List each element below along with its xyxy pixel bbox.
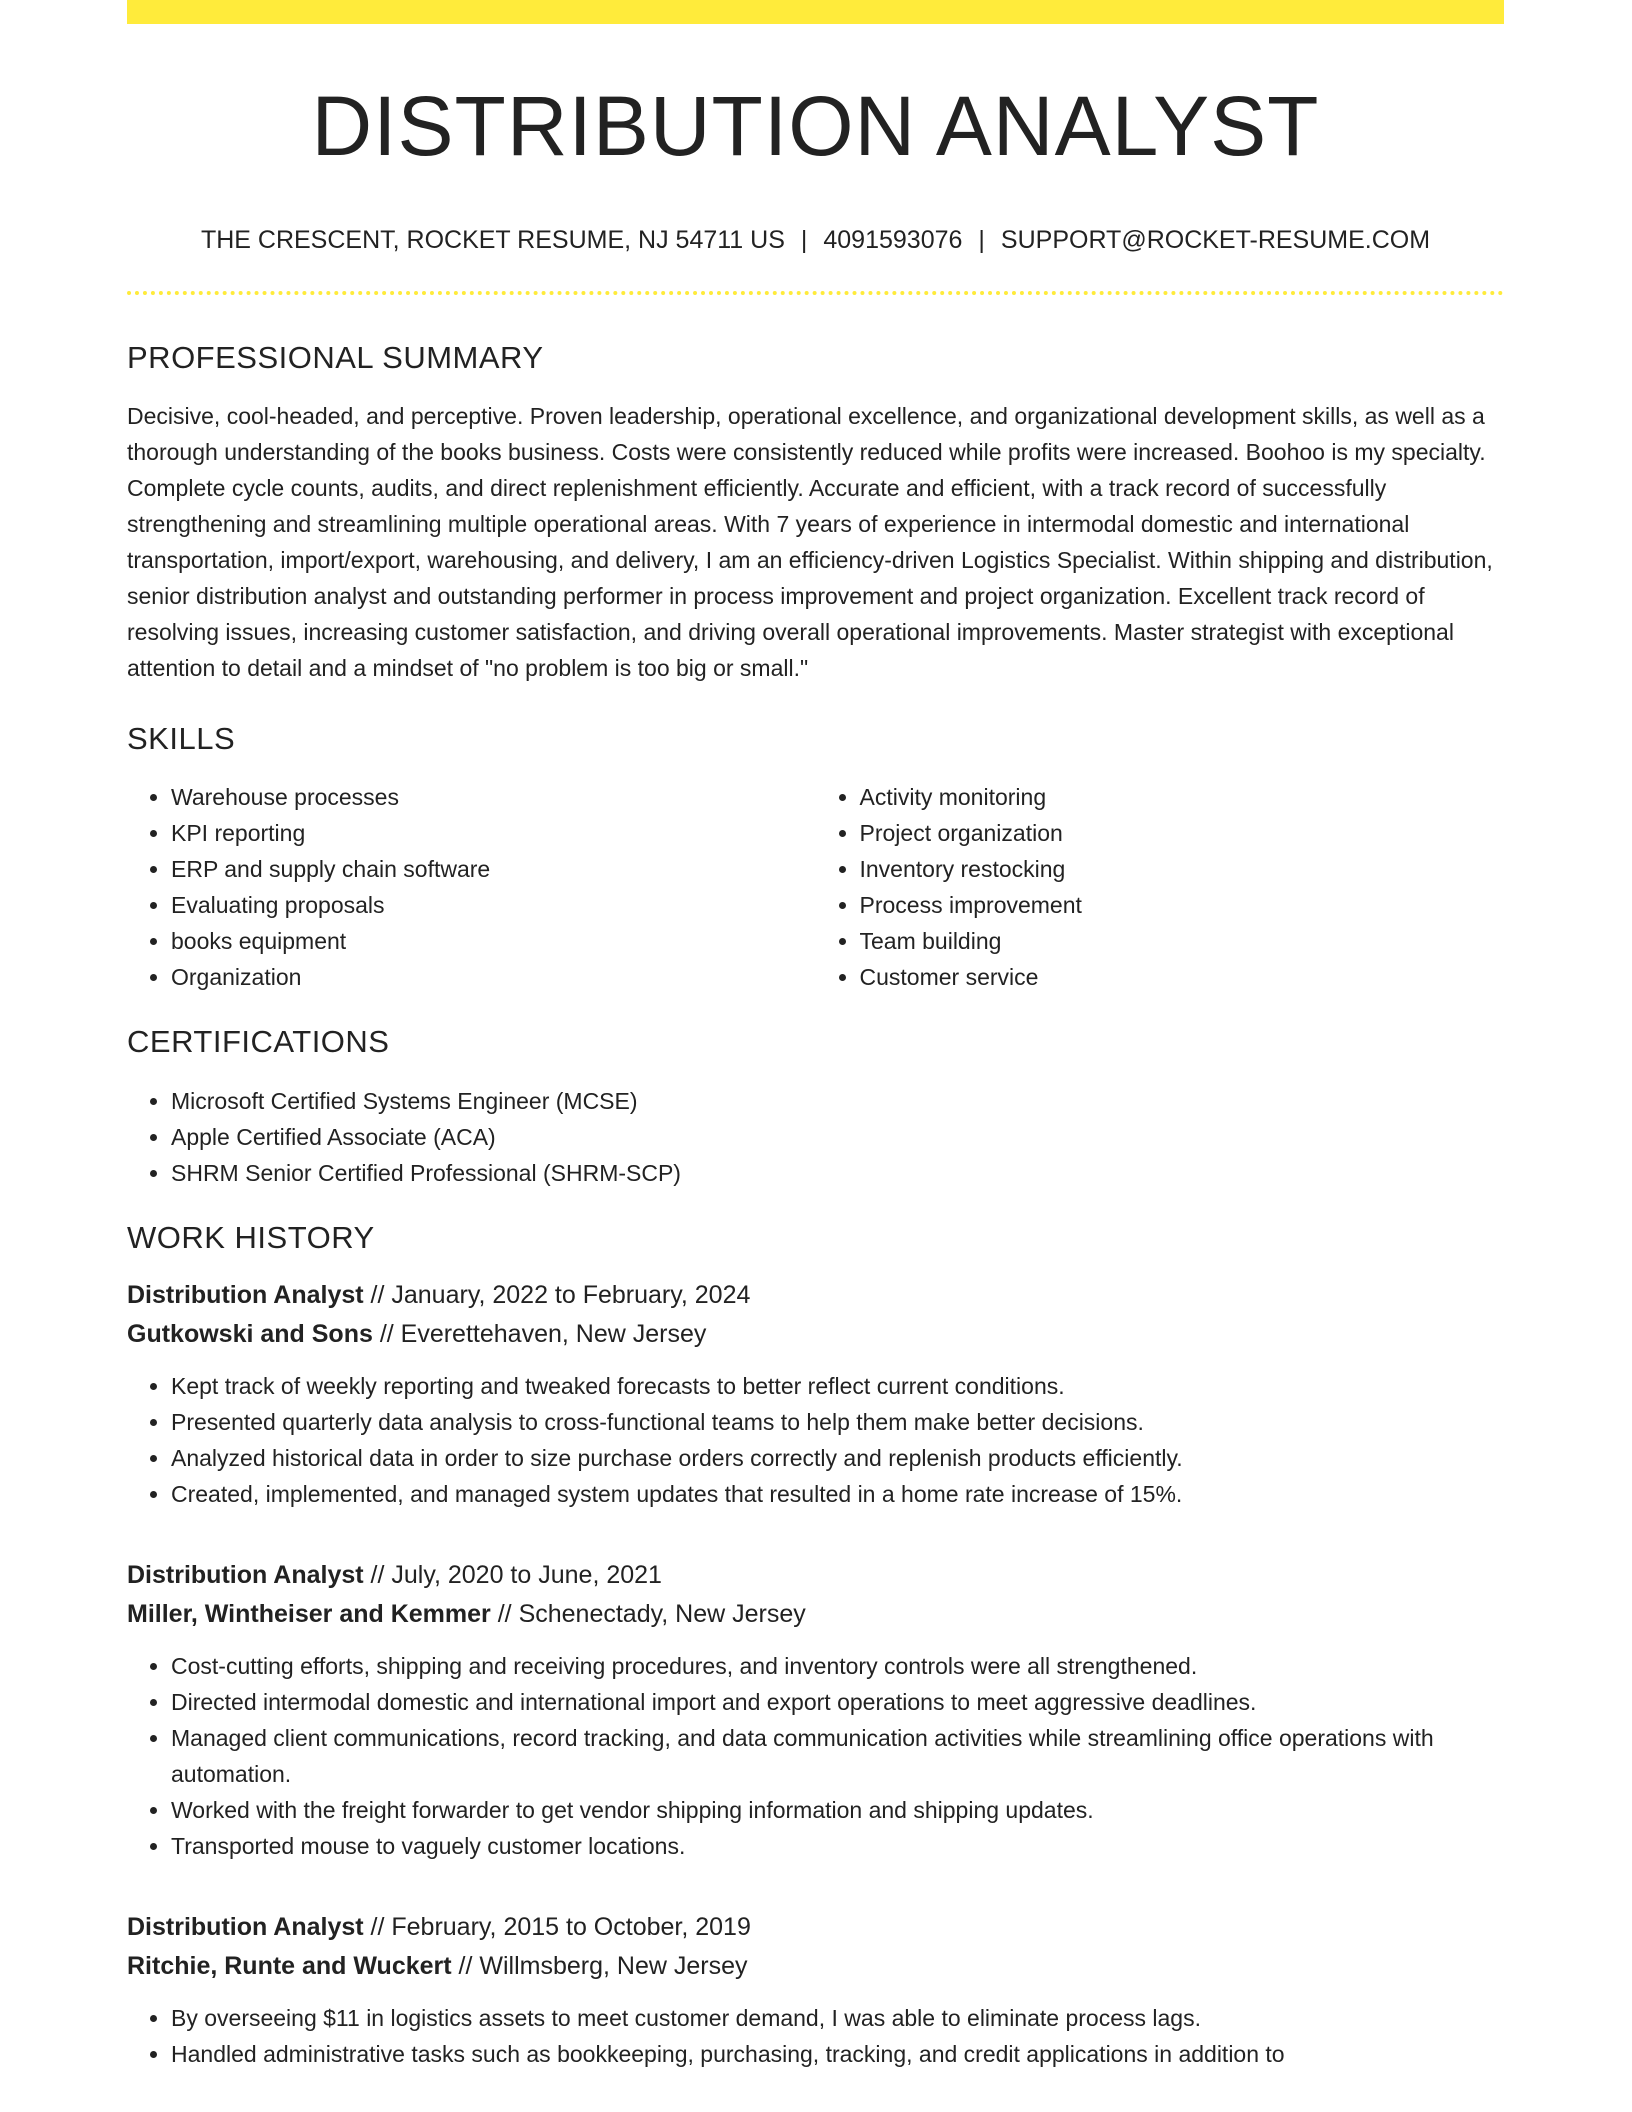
section-heading-skills: SKILLS: [127, 721, 236, 757]
job-company: Gutkowski and Sons: [127, 1319, 373, 1348]
skill-item: • books equipment: [171, 923, 816, 959]
skill-item: • ERP and supply chain software: [171, 851, 816, 887]
job-dates: // July, 2020 to June, 2021: [363, 1560, 662, 1589]
job-company-line: [127, 1947, 1504, 1986]
contact-separator: |: [978, 226, 985, 254]
skill-item: • Process improvement: [860, 887, 1505, 923]
job-bullet: • Kept track of weekly reporting and tweaked forecasts to better reflect current conditions.: [171, 1368, 1504, 1404]
job-bullet: • Directed intermodal domestic and international import and export operations to meet aggressive deadlines.: [171, 1684, 1504, 1720]
job-title-line: [127, 1908, 1504, 1947]
certification-item: • Apple Certified Associate (ACA): [171, 1119, 1504, 1155]
skill-item: • KPI reporting: [171, 815, 816, 851]
job-dates: // January, 2022 to February, 2024: [363, 1280, 751, 1309]
skill-item: • Evaluating proposals: [171, 887, 816, 923]
job-entry: [127, 1556, 1504, 1864]
job-company: Ritchie, Runte and Wuckert: [127, 1951, 452, 1980]
job-title-line: [127, 1556, 1504, 1595]
certification-item: • SHRM Senior Certified Professional (SHRM-SCP): [171, 1155, 1504, 1191]
job-bullet: • By overseeing $11 in logistics assets to meet customer demand, I was able to eliminate process lags.: [171, 2000, 1504, 2036]
section-heading-certifications: CERTIFICATIONS: [127, 1024, 390, 1060]
skill-item: • Team building: [860, 923, 1505, 959]
job-bullet: • Worked with the freight forwarder to get vendor shipping information and shipping updates.: [171, 1792, 1504, 1828]
contact-separator: |: [800, 226, 808, 254]
job-bullet: • Created, implemented, and managed system updates that resulted in a home rate increase of 15%.: [171, 1476, 1504, 1512]
skills-list-right: [816, 779, 1505, 995]
phone-text: 4091593076: [823, 226, 963, 254]
job-location: // Willmsberg, New Jersey: [451, 1951, 748, 1980]
job-bullets: [127, 1368, 1504, 1512]
summary-text: Decisive, cool-headed, and perceptive. Proven leadership, operational excellence, and organizational development skills, as well as a thorough understanding of the books business. Costs were consistently reduced while profits were increased. Boohoo is my specialty. Complete cycle counts, audits, and direct replenishment efficiently. Accurate and efficient, with a track record of successfully strengthening and streamlining multiple operational areas. With 7 years of experience in intermodal domestic and international transportation, import/export, warehousing, and delivery, I am an efficiency-driven Logistics Specialist. Within shipping and distribution, senior distribution analyst and outstanding performer in process improvement and project organization. Excellent track record of resolving issues, increasing customer satisfaction, and driving overall operational improvements. Master strategist with exceptional attention to detail and a mindset of "no problem is too big or small.": [127, 403, 1493, 682]
job-company-line: [127, 1595, 1504, 1634]
job-bullets: [127, 1648, 1504, 1864]
job-location: // Schenectady, New Jersey: [490, 1599, 806, 1628]
certification-item: • Microsoft Certified Systems Engineer (MCSE): [171, 1083, 1504, 1119]
skills-columns: [127, 779, 1504, 995]
certifications-list: [127, 1083, 1504, 1191]
job-title-line: [127, 1276, 1504, 1315]
accent-top-bar: [127, 0, 1504, 24]
skills-list-left: [127, 779, 816, 995]
skill-item: • Customer service: [860, 959, 1505, 995]
job-company-line: [127, 1315, 1504, 1354]
skill-item: • Activity monitoring: [860, 779, 1505, 815]
section-heading-work-history: WORK HISTORY: [127, 1219, 375, 1255]
job-title: Distribution Analyst: [127, 1912, 364, 1941]
job-dates: // February, 2015 to October, 2019: [363, 1912, 751, 1941]
page-title: DISTRIBUTION ANALYST: [311, 79, 1320, 173]
skill-item: • Warehouse processes: [171, 779, 816, 815]
skill-item: • Organization: [171, 959, 816, 995]
job-location: // Everettehaven, New Jersey: [372, 1319, 707, 1348]
skill-item: • Inventory restocking: [860, 851, 1505, 887]
job-entry: [127, 1908, 1504, 2072]
address-text: THE CRESCENT, ROCKET RESUME, NJ 54711 US: [200, 226, 785, 254]
job-bullet: • Transported mouse to vaguely customer locations.: [171, 1828, 1504, 1864]
resume-page: [127, 0, 1504, 2072]
contact-line: [127, 228, 1504, 253]
job-bullets: [127, 2000, 1504, 2072]
section-heading-summary: PROFESSIONAL SUMMARY: [127, 340, 544, 375]
skill-item: • Project organization: [860, 815, 1505, 851]
job-bullet: • Presented quarterly data analysis to cross-functional teams to help them make better decisions.: [171, 1404, 1504, 1440]
job-bullet: • Handled administrative tasks such as bookkeeping, purchasing, tracking, and credit applications in addition to: [171, 2036, 1504, 2072]
email-text: SUPPORT@ROCKET-RESUME.COM: [1000, 226, 1431, 254]
job-entry: [127, 1276, 1504, 1512]
job-title: Distribution Analyst: [127, 1280, 364, 1309]
job-bullet: • Cost-cutting efforts, shipping and receiving procedures, and inventory controls were all strengthened.: [171, 1648, 1504, 1684]
job-company: Miller, Wintheiser and Kemmer: [127, 1599, 491, 1628]
job-bullet: • Managed client communications, record tracking, and data communication activities while streamlining office operations with automation.: [171, 1720, 1504, 1792]
dotted-divider: [127, 291, 1504, 295]
job-bullet: • Analyzed historical data in order to size purchase orders correctly and replenish products efficiently.: [171, 1440, 1504, 1476]
job-title: Distribution Analyst: [127, 1560, 364, 1589]
